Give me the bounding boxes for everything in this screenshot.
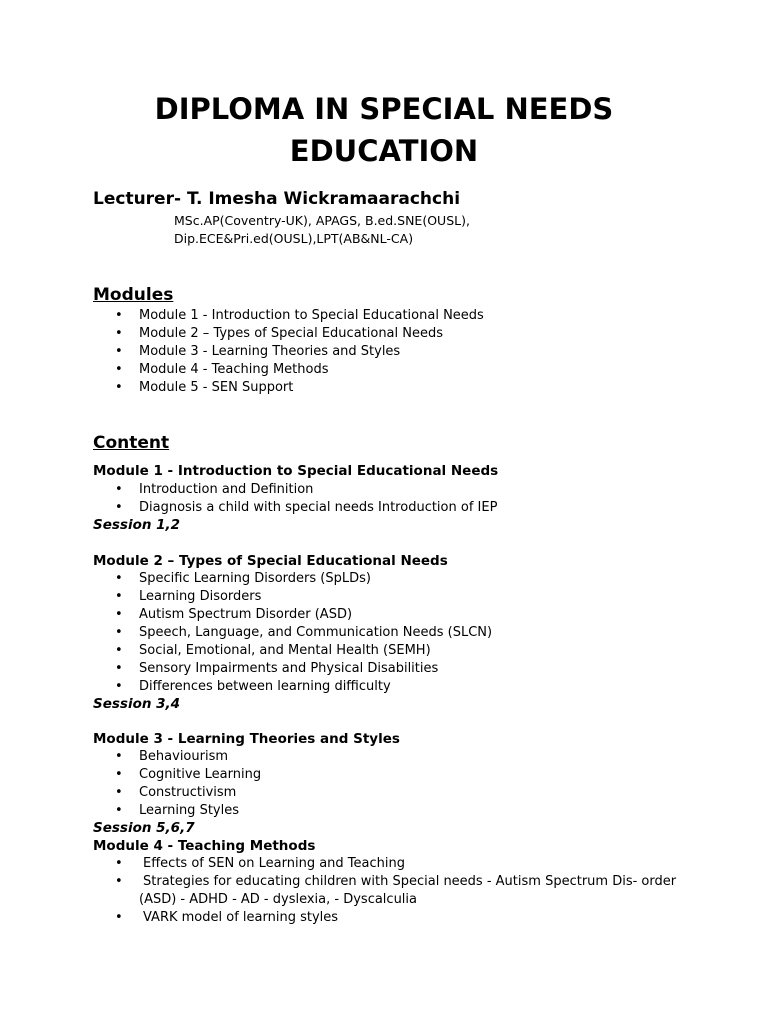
- module-1-list: [93, 481, 713, 517]
- modules-heading: Modules: [93, 285, 174, 305]
- module-1-title: Module 1 - Introduction to Special Educational Needs: [93, 463, 499, 479]
- modules-list: [93, 307, 713, 397]
- title-line-2: EDUCATION: [289, 134, 479, 168]
- list-item-continuation: (ASD) - ADHD - AD - dyslexia, - Dyscalculia: [139, 892, 417, 907]
- list-item: • Strategies for educating children with Special needs - Autism Spectrum Dis- order: [93, 873, 713, 891]
- list-item: • VARK model of learning styles: [93, 909, 713, 927]
- title-line-1: DIPLOMA IN SPECIAL NEEDS: [154, 92, 614, 126]
- module-3-title: Module 3 - Learning Theories and Styles: [93, 731, 400, 747]
- module-4-list: [93, 855, 713, 927]
- module-4-title: Module 4 - Teaching Methods: [93, 838, 316, 854]
- list-item: • Learning Disorders: [93, 588, 713, 606]
- list-item: • Sensory Impairments and Physical Disabilities: [93, 660, 713, 678]
- list-item: • Differences between learning difficulty: [93, 678, 713, 696]
- list-item: • Constructivism: [93, 784, 713, 802]
- module-3-list: [93, 748, 713, 820]
- list-item: • Behaviourism: [93, 748, 713, 766]
- module-2-list: [93, 570, 713, 696]
- list-item: • Effects of SEN on Learning and Teaching: [93, 855, 713, 873]
- module-3-session: Session 5,6,7: [93, 820, 195, 836]
- list-item: • Speech, Language, and Communication Needs (SLCN): [93, 624, 713, 642]
- content-heading: Content: [93, 433, 170, 453]
- list-item: • Diagnosis a child with special needs Introduction of IEP: [93, 499, 713, 517]
- list-item: • Specific Learning Disorders (SpLDs): [93, 570, 713, 588]
- list-item: • Module 4 - Teaching Methods: [93, 361, 713, 379]
- credentials-line-1: MSc.AP(Coventry-UK), APAGS, B.ed.SNE(OUSL),: [174, 213, 470, 228]
- module-2-session: Session 3,4: [93, 696, 181, 712]
- list-item: • Module 3 - Learning Theories and Styles: [93, 343, 713, 361]
- module-2-title: Module 2 – Types of Special Educational Needs: [93, 553, 448, 569]
- list-item: • Introduction and Definition: [93, 481, 713, 499]
- lecturer-credentials: [174, 212, 470, 248]
- list-item: • Cognitive Learning: [93, 766, 713, 784]
- module-1-session: Session 1,2: [93, 517, 181, 533]
- list-item: • Social, Emotional, and Mental Health (SEMH): [93, 642, 713, 660]
- lecturer-name: Lecturer- T. Imesha Wickramaarachchi: [93, 189, 461, 209]
- document-title: [0, 88, 768, 172]
- list-item: • Module 5 - SEN Support: [93, 379, 713, 397]
- list-item: • Module 2 – Types of Special Educational Needs: [93, 325, 713, 343]
- credentials-line-2: Dip.ECE&Pri.ed(OUSL),LPT(AB&NL-CA): [174, 231, 414, 246]
- list-item: • Module 1 - Introduction to Special Educational Needs: [93, 307, 713, 325]
- list-item: • Autism Spectrum Disorder (ASD): [93, 606, 713, 624]
- list-item: • Learning Styles: [93, 802, 713, 820]
